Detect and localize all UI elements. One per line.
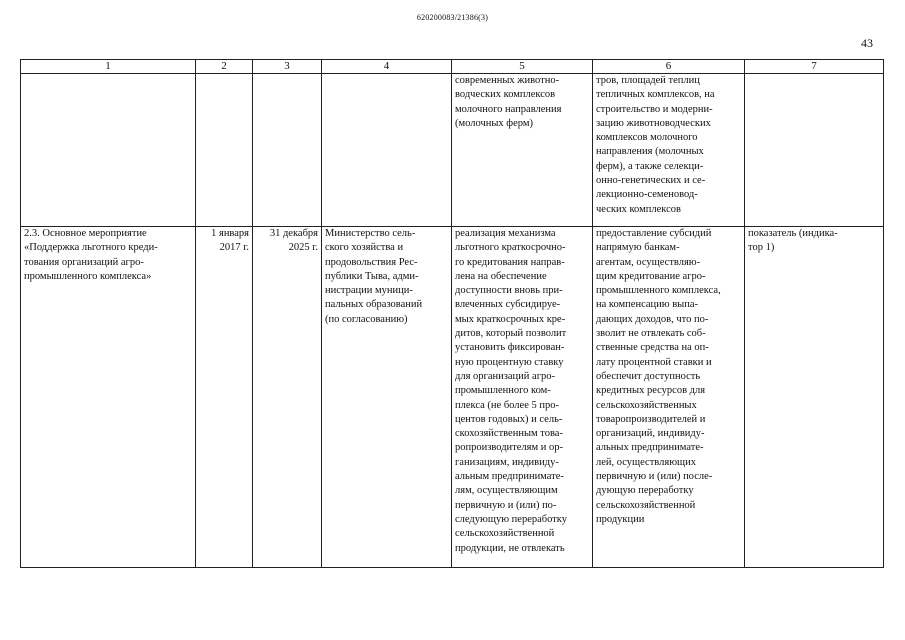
program-table <box>20 59 884 568</box>
header-row <box>21 60 884 74</box>
column-header: 4 <box>322 60 452 74</box>
column-header: 2 <box>196 60 253 74</box>
column-header: 1 <box>21 60 196 74</box>
table-row <box>21 74 884 227</box>
indicator-link: показатель (индика- тор 1) <box>748 228 838 254</box>
expected-result: реализация механизма льготного краткосрочно- го кредитования направ- лена на обеспечение доступности вновь при- влеченных субсидируе- мых краткосрочных кре- дитов, который позволит установить фиксирован- ную процентную ставку для организаций агро- промышленного ком- плекса (не более 5 про- центов годовых) и сель- скохозяйственным това- ропроизводителям и ор- ганизациям, индивиду- альным предпринимате- лям, осуществляющим первичную и (или) по- следующую переработку сельскохозяйственной продукции, не отвлекать <box>455 228 568 554</box>
table-cell <box>593 74 745 227</box>
table-cell <box>21 227 196 568</box>
table-row <box>21 227 884 568</box>
column-header: 3 <box>253 60 322 74</box>
table-cell <box>452 227 593 568</box>
table-cell <box>253 227 322 568</box>
table-cell <box>745 227 884 568</box>
end-date: 31 декабря 2025 г. <box>269 228 318 254</box>
table-cell <box>196 74 253 227</box>
cell-text: тров, площадей теплиц тепличных комплексов, на строительство и модерни- зацию животноводческих комплексов молочного направления (молочных ферм), а также селекци- онно-генетических и се- лекционно-семеновод- ческих комплексов <box>596 75 715 215</box>
page-number: 43 <box>861 36 873 50</box>
table-cell <box>253 74 322 227</box>
table-cell <box>322 227 452 568</box>
cell-text: современных животно- водческих комплексов молочного направления (молочных ферм) <box>455 75 562 129</box>
responsible-executor: Министерство сель- ского хозяйства и продовольствия Рес- публики Тыва, адми- нистрации муници- пальных образований (по согласованию) <box>325 228 423 325</box>
column-header: 6 <box>593 60 745 74</box>
document-id: 620200083/21386(3) <box>416 13 489 22</box>
start-date: 1 января 2017 г. <box>211 228 249 254</box>
table-cell <box>745 74 884 227</box>
table-cell <box>593 227 745 568</box>
measure-title: 2.3. Основное мероприятие «Поддержка льготного креди- тования организаций агро- промышленного комплекса» <box>24 228 158 282</box>
table-cell <box>196 227 253 568</box>
column-header: 5 <box>452 60 593 74</box>
column-header: 7 <box>745 60 884 74</box>
table-cell <box>452 74 593 227</box>
table-cell <box>21 74 196 227</box>
main-directions: предоставление субсидий напрямую банкам- агентам, осуществляю- щим кредитование агро- промышленного комплекса, на компенсацию выпа- дающих доходов, что по- зволит не отвлекать соб- ственные средства на оп- лату процентной ставки и обеспечит доступность кредитных ресурсов для сельскохозяйственных товаропроизводителей и организаций, индивиду- альных предпринимате- лей, осуществляющих первичную и (или) после- дующую переработку сельскохозяйственной продукции <box>596 228 721 525</box>
table-cell <box>322 74 452 227</box>
